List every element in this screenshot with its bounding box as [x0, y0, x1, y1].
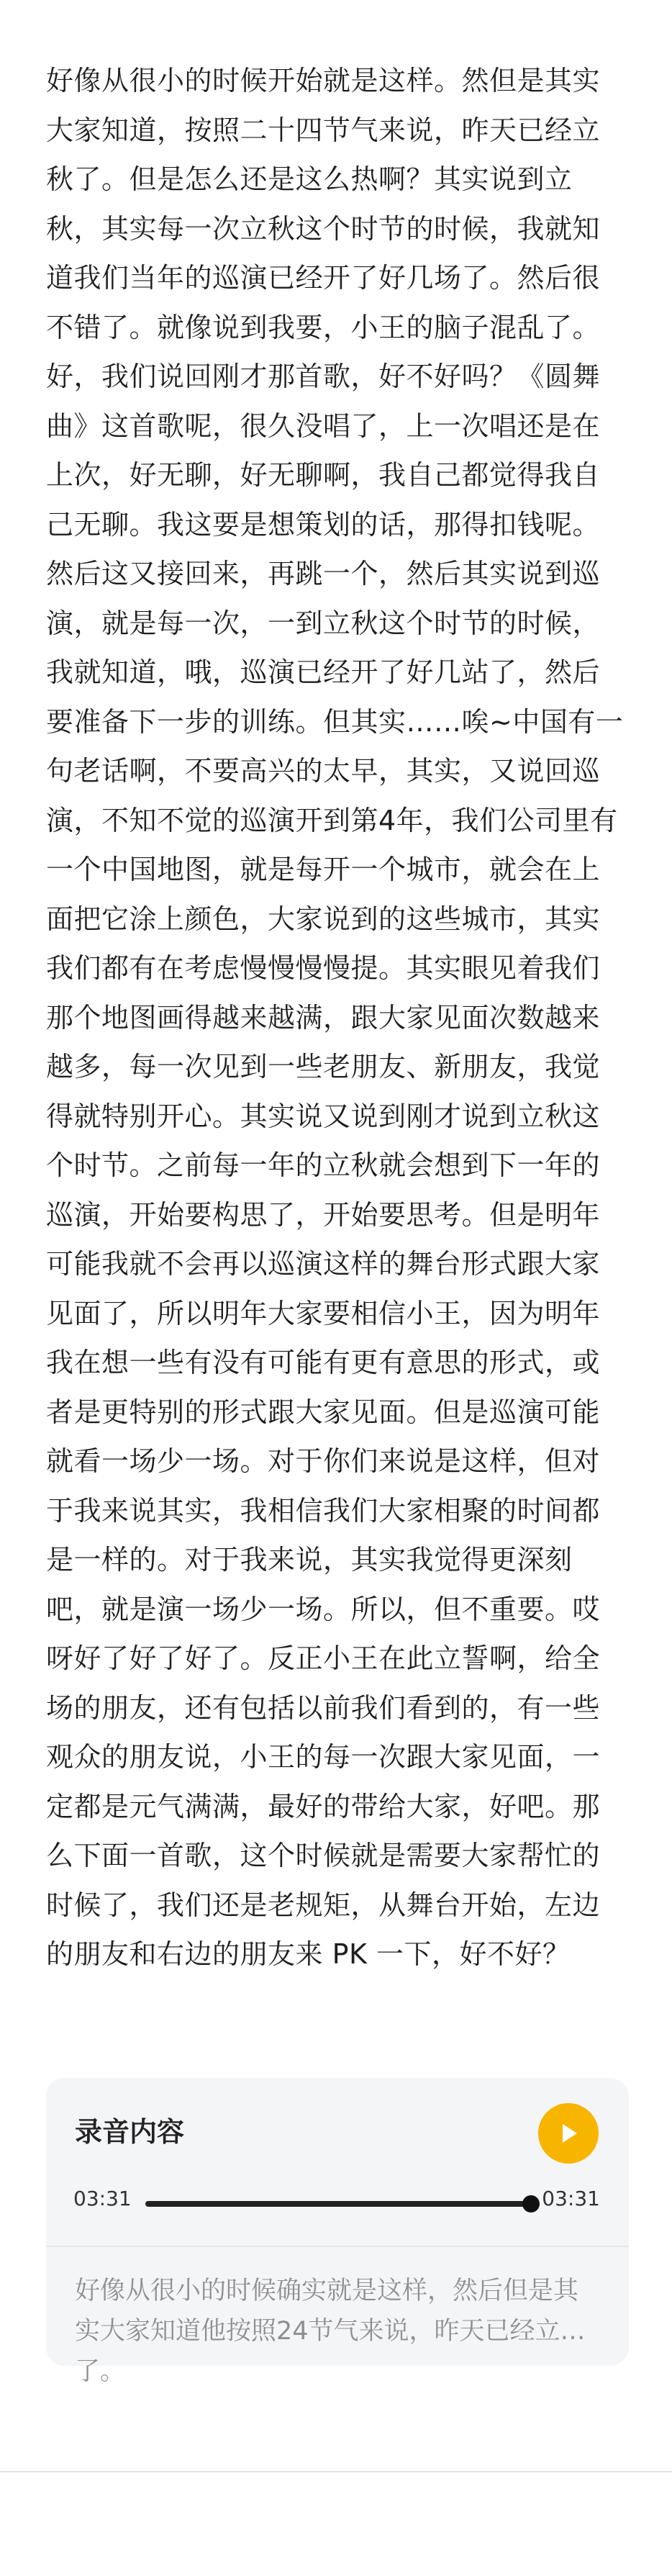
audio-recording-card	[46, 2078, 629, 2386]
current-time: 03:31	[73, 2187, 132, 2210]
transcript-article: 好像从很小的时候开始就是这样。然但是其实大家知道，按照二十四节气来说，昨天已经立秋了。但是怎么还是这么热啊？其实说到立秋，其实每一次立秋这个时节的时候，我就知道我们当年的巡演已经开了好几场了。然后很不错了。就像说到我要，小王的脑子混乱了。好，我们说回刚才那首歌，好不好吗？《圆舞曲》这首歌呢，很久没唱了，上一次唱还是在上次，好无聊，好无聊啊，我自己都觉得我自己无聊。我这要是想策划的话，那得扣钱呢。然后这又接回来，再跳一个，然后其实说到巡演，就是每一次，一到立秋这个时节的时候，我就知道，哦，巡演已经开了好几站了，然后要准备下一步的训练。但其实……唉~中国有一句老话啊，不要高兴的太早，其实，又说回巡演，不知不觉的巡演开到第4年，我们公司里有一个中国地图，就是每开一个城市，就会在上面把它涂上颜色，大家说到的这些城市，其实我们都有在考虑慢慢慢慢提。其实眼见着我们那个地图画得越来越满，跟大家见面次数越来越多，每一次见到一些老朋友、新朋友，我觉得就特别开心。其实说又说到刚才说到立秋这个时节。之前每一年的立秋就会想到下一年的巡演，开始要构思了，开始要思考。但是明年可能我就不会再以巡演这样的舞台形式跟大家见面了，所以明年大家要相信小王，因为明年我在想一些有没有可能有更有意思的形式，或者是更特别的形式跟大家见面。但是巡演可能就看一场少一场。对于你们来说是这样，但对于我来说其实，我相信我们大家相聚的时间都是一样的。对于我来说，其实我觉得更深刻吧，就是演一场少一场。所以，但不重要。哎呀好了好了好了。反正小王在此立誓啊，给全场的朋友，还有包括以前我们看到的，有一些观众的朋友说，小王的每一次跟大家见面，一定都是元气满满，最好的带给大家，好吧。那么下面一首歌，这个时候就是需要大家帮忙的时候了，我们还是老规矩，从舞台开始，左边的朋友和右边的朋友来 PK 一下，好不好？	[46, 65, 624, 1970]
transcript-preview[interactable]: 好像从很小的时候确实就是这样，然后但是其实大家知道他按照24节气来说，昨天已经立秋了。	[75, 2277, 586, 2386]
audio-card-title: 录音内容	[75, 2116, 185, 2148]
play-button[interactable]	[538, 2103, 599, 2164]
play-icon	[558, 2122, 579, 2145]
audio-progress-bar[interactable]	[145, 2201, 531, 2207]
card-divider	[46, 2246, 629, 2247]
total-time: 03:31	[542, 2187, 600, 2210]
bottom-divider	[0, 2471, 672, 2472]
progress-thumb[interactable]	[522, 2195, 540, 2213]
